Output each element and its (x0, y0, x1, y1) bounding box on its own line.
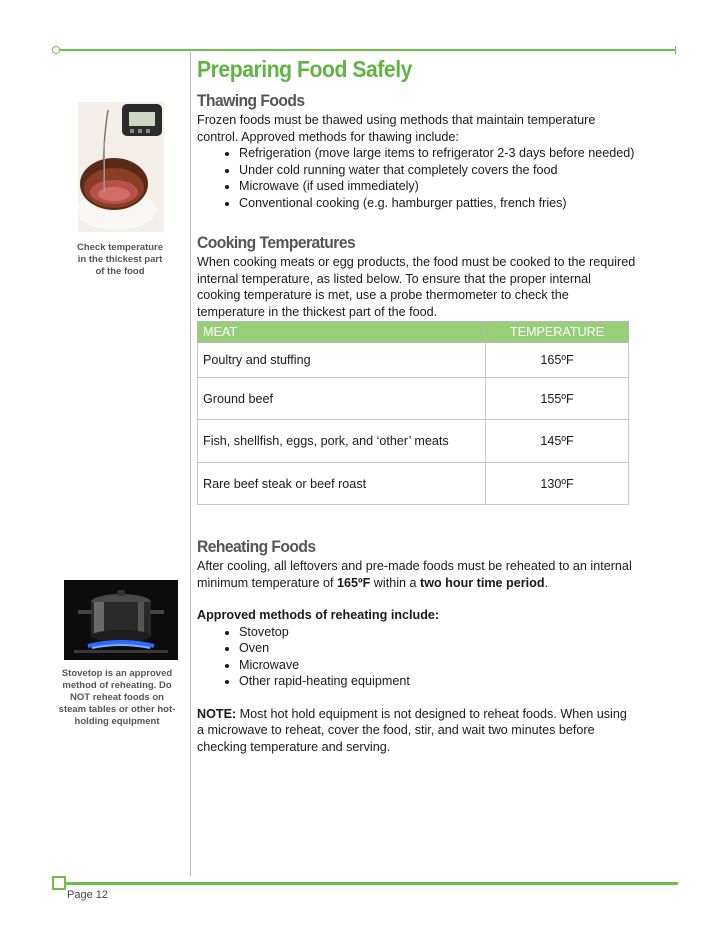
table-row (198, 420, 629, 463)
list-item: • Microwave (if used immediately) (239, 178, 637, 195)
stovetop-pot-image (64, 580, 178, 660)
cooking-intro: When cooking meats or egg products, the food must be cooked to the required internal temperature, as listed below. To ensure that the proper internal cooking temperature is met, use a probe thermometer to check the temperature in the thickest part of the food. (197, 255, 636, 319)
meat-cell: Rare beef steak or beef roast (198, 463, 486, 505)
note-label: NOTE: (197, 706, 237, 721)
thawing-intro: Frozen foods must be thawed using methods that maintain temperature control. Approved methods for thawing include: (197, 113, 596, 144)
page-title: Preparing Food Safely (197, 56, 412, 82)
temperature-cell: 130ºF (486, 463, 629, 505)
list-item: • Refrigeration (move large items to refrigerator 2-3 days before needed) (239, 145, 637, 162)
table-row (198, 463, 629, 505)
temperature-table (197, 321, 629, 505)
list-item: • Microwave (239, 657, 637, 674)
reheating-note: NOTE: Most hot hold equipment is not designed to reheat foods. When using a microwave to reheat, cover the food, stir, and wait two minutes before checking temperature and serving. (197, 706, 627, 754)
reheat-time-period: two hour time period (420, 575, 545, 590)
reheating-heading: Reheating Foods (197, 537, 316, 556)
thawing-heading: Thawing Foods (197, 91, 305, 110)
column-divider (190, 52, 191, 876)
footer-square (52, 876, 66, 890)
reheat-temperature: 165ºF (336, 575, 371, 590)
temperature-cell: 155ºF (486, 378, 629, 420)
meat-cell: Fish, shellfish, eggs, pork, and ‘other’ meats (198, 420, 486, 463)
reheating-intro: After cooling, all leftovers and pre-made foods must be reheated to an internal minimum temperature of 165ºF within a two hour time period. (197, 559, 632, 590)
table-header-row (198, 322, 629, 343)
meat-column-header: MEAT (198, 322, 486, 343)
cooking-heading: Cooking Temperatures (197, 233, 356, 252)
top-rule (56, 49, 676, 51)
reheating-methods-heading: Approved methods of reheating include: (197, 608, 440, 622)
steak-thermometer-image (78, 102, 164, 232)
table-row (198, 378, 629, 420)
temperature-cell: 165ºF (486, 343, 629, 378)
temperature-column-header: TEMPERATURE (486, 322, 629, 343)
list-item: • Stovetop (239, 624, 637, 641)
temperature-cell: 145ºF (486, 420, 629, 463)
meat-cell: Poultry and stuffing (198, 343, 486, 378)
bottom-rule (62, 882, 678, 885)
list-item: • Other rapid-heating equipment (239, 673, 637, 690)
stovetop-image-caption: Stovetop is an approved method of reheating. Do NOT reheat foods on steam tables or other hot-holding equipment (58, 668, 176, 727)
table-row (198, 343, 629, 378)
steak-image-caption: Check temperature in the thickest part of the food (76, 242, 164, 277)
reheating-list (197, 624, 637, 690)
list-item: • Under cold running water that completely covers the food (239, 162, 637, 179)
meat-cell: Ground beef (198, 378, 486, 420)
top-rule-cap (52, 46, 60, 54)
list-item: • Conventional cooking (e.g. hamburger patties, french fries) (239, 195, 637, 212)
main-content (197, 56, 637, 755)
thawing-list (197, 145, 637, 211)
top-rule-end (675, 46, 676, 54)
list-item: • Oven (239, 640, 637, 657)
page-number: Page 12 (67, 889, 108, 901)
